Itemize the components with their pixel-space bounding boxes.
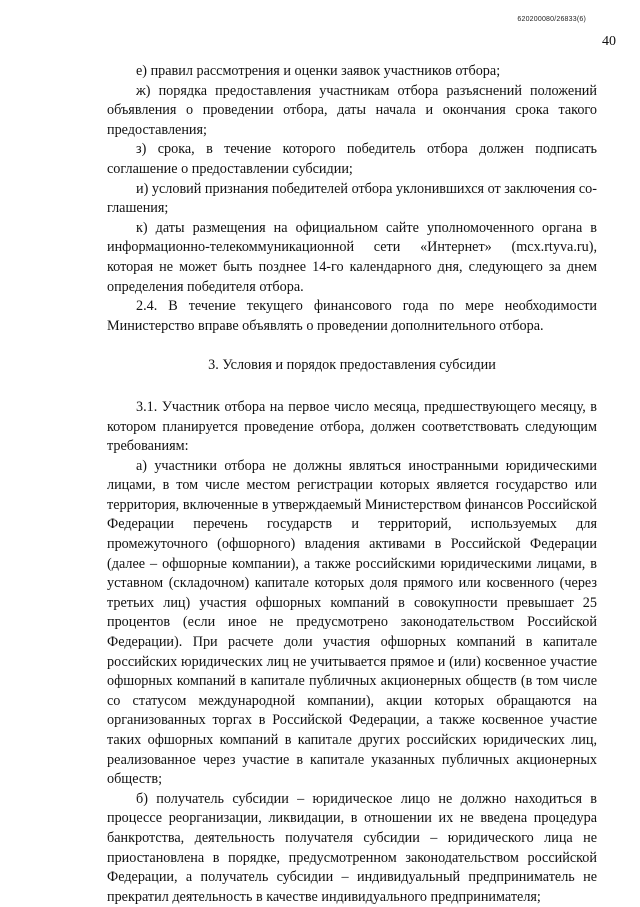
paragraph-b: б) получатель субсидии – юридическое лицо не должно находиться в процессе реорганизации, ликвидации, в отношении их не введена процедура банкротства, деятельность получателя субсидии – юридического лица не приостановлена в порядке, предусмотренном законодательством российской Федерации, а получатель субсидии – индивидуальный предприниматель не прекратил деятельность в качестве индивидуального предпринимателя; [107,790,597,905]
paragraph-zh: ж) порядка предоставления участникам отбора разъяснений положений объявления о проведении отбора, даты начала и окончания срока такого предоставления; [107,82,597,138]
document-code: 620200080/26833(6) [517,16,586,23]
paragraph-e: е) правил рассмотрения и оценки заявок участников отбора; [136,63,501,79]
paragraph-3-1: 3.1. Участник отбора на первое число месяца, предшествующего месяцу, в котором планируется проведение отбора, должен соответствовать следующим требованиям: [107,398,597,455]
paragraph-i: и) условий признания победителей отбора уклонившихся от заключения соглашения; [107,180,597,217]
paragraph-2-4: 2.4. В течение текущего финансового года по мере необходимости Министерство вправе объявлять о проведении дополнительного отбора. [107,298,597,334]
paragraph-k: к) даты размещения на официальном сайте уполномоченного органа в информационно-телекоммуникационной сети «Интернет» (mcx.rtyva.ru), которая не может быть позднее 14-го календарного дня, следующего за днем определения победителя отбора. [107,219,597,295]
paragraph-z: з) срока, в течение которого победитель отбора должен подписать соглашение о предоставлении субсидии; [107,141,597,177]
page-number: 40 [602,34,616,49]
document-body [107,62,597,907]
paragraph-a: а) участники отбора не должны являться иностранными юридическими лицами, в том числе местом регистрации которых является государство или территория, включенные в утверждаемый Министерством финансов Российской Федерации перечень государств и территорий, используемых для промежуточного (офшорного) владения активами в Российской Федерации (далее – офшорные компании), а также российскими юридическими лицами, в уставном (складочном) капитале которых доля прямого или косвенного (через третьих лиц) участия офшорных компаний в совокупности превышает 25 процентов (если иное не предусмотрено законодательством Российской Федерации). При расчете доли участия офшорных компаний в капитале российских юридических лиц не учитывается прямое и (или) косвенное участие офшорных компаний в капитале публичных акционерных обществ (в том числе со статусом международной компании), акции которых обращаются на организованных торгах в Российской Федерации, а также косвенное участие таких офшорных компаний в капитале других российских юридических лиц, реализованное через участие в капитале указанных публичных акционерных обществ; [107,457,597,788]
section-heading: 3. Условия и порядок предоставления субсидии [208,357,496,374]
